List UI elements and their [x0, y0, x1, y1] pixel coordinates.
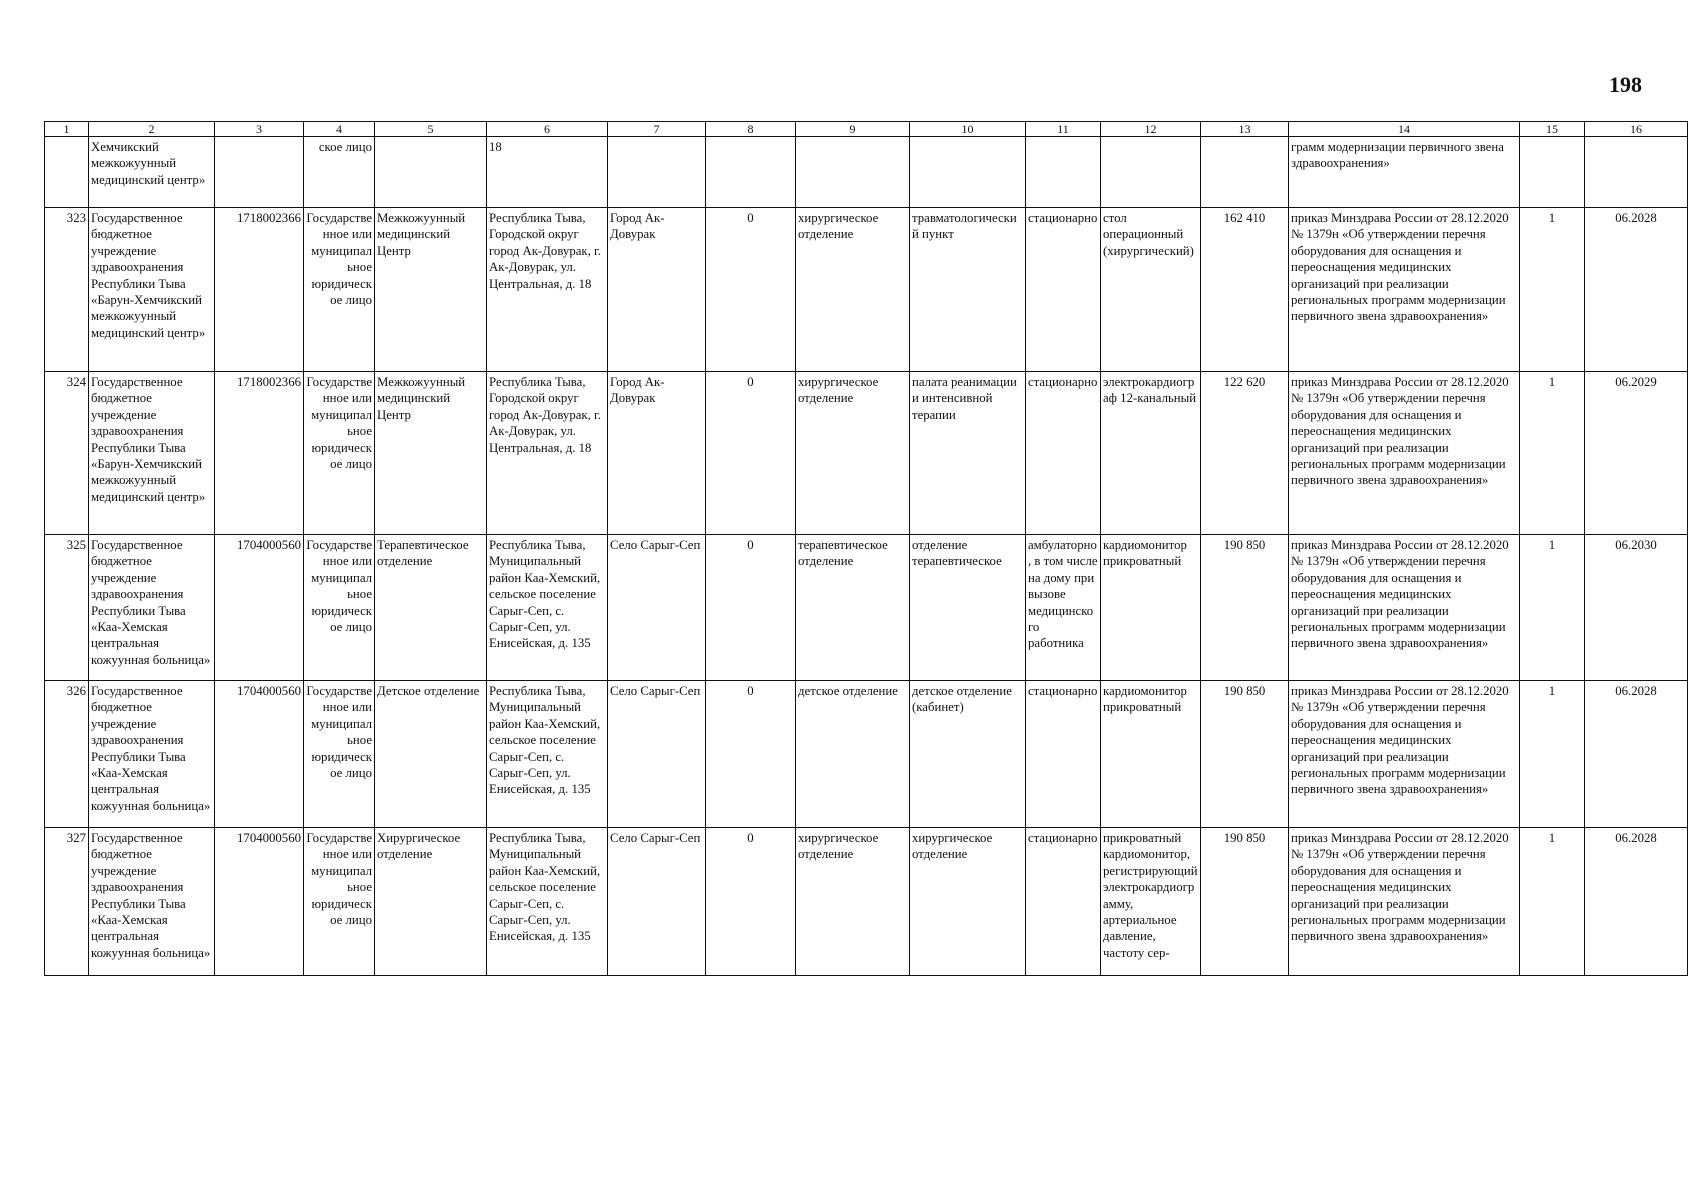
- inn-cell: 1704000560: [215, 681, 304, 828]
- table-row: [45, 828, 1688, 976]
- equipment-cell: кардиомонитор прикроватный: [1101, 535, 1201, 681]
- organization-cell: Государственное бюджетное учреждение здравоохранения Республики Тыва «Каа-Хемская центральная кожуунная больница»: [89, 828, 215, 976]
- table-row: [45, 208, 1688, 372]
- column-number-row: [45, 122, 1688, 137]
- unit-cell: Детское отделение: [375, 681, 487, 828]
- organization-cell: Государственное бюджетное учреждение здравоохранения Республики Тыва «Каа-Хемская центральная кожуунная больница»: [89, 681, 215, 828]
- settlement-cell: [608, 137, 706, 208]
- settlement-cell: Село Сарыг-Сеп: [608, 535, 706, 681]
- organization-cell: Государственное бюджетное учреждение здравоохранения Республики Тыва «Барун-Хемчикский межкожуунный медицинский центр»: [89, 372, 215, 535]
- row-number-cell: 325: [45, 535, 89, 681]
- column-number-cell: 14: [1289, 122, 1520, 137]
- inn-cell: 1718002366: [215, 372, 304, 535]
- inn-cell: [215, 137, 304, 208]
- unit-cell: [375, 137, 487, 208]
- organization-cell: Государственное бюджетное учреждение здравоохранения Республики Тыва «Барун-Хемчикский межкожуунный медицинский центр»: [89, 208, 215, 372]
- column-8-cell: 0: [706, 372, 796, 535]
- table-row: [45, 372, 1688, 535]
- column-number-cell: 10: [910, 122, 1026, 137]
- department-cell: [796, 137, 910, 208]
- subdepartment-cell: травматологический пункт: [910, 208, 1026, 372]
- price-cell: 190 850: [1201, 828, 1289, 976]
- table-row: [45, 681, 1688, 828]
- quantity-cell: 1: [1520, 681, 1585, 828]
- column-number-cell: 3: [215, 122, 304, 137]
- table-body: [45, 122, 1688, 976]
- care-conditions-cell: стационарно: [1026, 681, 1101, 828]
- row-number-cell: 324: [45, 372, 89, 535]
- column-number-cell: 16: [1585, 122, 1688, 137]
- column-number-cell: 13: [1201, 122, 1289, 137]
- legal-type-cell: Государственное или муниципальное юридическое лицо: [304, 681, 375, 828]
- column-8-cell: [706, 137, 796, 208]
- inn-cell: 1704000560: [215, 535, 304, 681]
- settlement-cell: Город Ак-Довурак: [608, 208, 706, 372]
- column-number-cell: 4: [304, 122, 375, 137]
- care-conditions-cell: стационарно: [1026, 372, 1101, 535]
- legal-type-cell: Государственное или муниципальное юридическое лицо: [304, 208, 375, 372]
- column-number-cell: 5: [375, 122, 487, 137]
- legal-type-cell: Государственное или муниципальное юридическое лицо: [304, 828, 375, 976]
- column-number-cell: 6: [487, 122, 608, 137]
- quantity-cell: 1: [1520, 828, 1585, 976]
- date-cell: 06.2028: [1585, 828, 1688, 976]
- department-cell: хирургическое отделение: [796, 372, 910, 535]
- equipment-cell: прикроватный кардиомонитор, регистрирующий электрокардиограмму, артериальное давление, частоту сер-: [1101, 828, 1201, 976]
- date-cell: 06.2030: [1585, 535, 1688, 681]
- care-conditions-cell: стационарно: [1026, 208, 1101, 372]
- subdepartment-cell: [910, 137, 1026, 208]
- column-number-cell: 8: [706, 122, 796, 137]
- equipment-table: [44, 121, 1688, 976]
- equipment-cell: кардиомонитор прикроватный: [1101, 681, 1201, 828]
- date-cell: 06.2028: [1585, 208, 1688, 372]
- care-conditions-cell: амбулаторно, в том числе на дому при вызове медицинского работника: [1026, 535, 1101, 681]
- unit-cell: Хирургическое отделение: [375, 828, 487, 976]
- unit-cell: Межкожуунный медицинский Центр: [375, 372, 487, 535]
- department-cell: хирургическое отделение: [796, 208, 910, 372]
- department-cell: терапевтическое отделение: [796, 535, 910, 681]
- column-8-cell: 0: [706, 681, 796, 828]
- order-cell: грамм модернизации первичного звена здравоохранения»: [1289, 137, 1520, 208]
- quantity-cell: 1: [1520, 535, 1585, 681]
- price-cell: [1201, 137, 1289, 208]
- quantity-cell: 1: [1520, 372, 1585, 535]
- settlement-cell: Город Ак-Довурак: [608, 372, 706, 535]
- equipment-cell: стол операционный (хирургический): [1101, 208, 1201, 372]
- column-number-cell: 7: [608, 122, 706, 137]
- equipment-cell: [1101, 137, 1201, 208]
- price-cell: 190 850: [1201, 681, 1289, 828]
- subdepartment-cell: детское отделение (кабинет): [910, 681, 1026, 828]
- legal-type-cell: Государственное или муниципальное юридическое лицо: [304, 535, 375, 681]
- department-cell: хирургическое отделение: [796, 828, 910, 976]
- settlement-cell: Село Сарыг-Сеп: [608, 828, 706, 976]
- column-number-cell: 9: [796, 122, 910, 137]
- inn-cell: 1704000560: [215, 828, 304, 976]
- quantity-cell: [1520, 137, 1585, 208]
- date-cell: 06.2029: [1585, 372, 1688, 535]
- price-cell: 190 850: [1201, 535, 1289, 681]
- column-number-cell: 12: [1101, 122, 1201, 137]
- column-number-cell: 11: [1026, 122, 1101, 137]
- order-cell: приказ Минздрава России от 28.12.2020 № 1379н «Об утверждении перечня оборудования для оснащения и переоснащения медицинских организаций при реализации региональных программ модернизации первичного звена здравоохранения»: [1289, 535, 1520, 681]
- column-number-cell: 2: [89, 122, 215, 137]
- care-conditions-cell: [1026, 137, 1101, 208]
- date-cell: 06.2028: [1585, 681, 1688, 828]
- care-conditions-cell: стационарно: [1026, 828, 1101, 976]
- address-cell: Республика Тыва, Городской округ город Ак-Довурак, г. Ак-Довурак, ул. Центральная, д. 18: [487, 208, 608, 372]
- department-cell: детское отделение: [796, 681, 910, 828]
- row-number-cell: [45, 137, 89, 208]
- row-number-cell: 327: [45, 828, 89, 976]
- legal-type-cell: Государственное или муниципальное юридическое лицо: [304, 372, 375, 535]
- subdepartment-cell: хирургическое отделение: [910, 828, 1026, 976]
- equipment-cell: электрокардиограф 12-канальный: [1101, 372, 1201, 535]
- price-cell: 162 410: [1201, 208, 1289, 372]
- address-cell: Республика Тыва, Муниципальный район Каа-Хемский, сельское поселение Сарыг-Сеп, с. Сарыг-Сеп, ул. Енисейская, д. 135: [487, 535, 608, 681]
- organization-cell: Хемчикский межкожуунный медицинский центр»: [89, 137, 215, 208]
- table-row: [45, 535, 1688, 681]
- order-cell: приказ Минздрава России от 28.12.2020 № 1379н «Об утверждении перечня оборудования для оснащения и переоснащения медицинских организаций при реализации региональных программ модернизации первичного звена здравоохранения»: [1289, 208, 1520, 372]
- order-cell: приказ Минздрава России от 28.12.2020 № 1379н «Об утверждении перечня оборудования для оснащения и переоснащения медицинских организаций при реализации региональных программ модернизации первичного звена здравоохранения»: [1289, 828, 1520, 976]
- address-cell: Республика Тыва, Городской округ город Ак-Довурак, г. Ак-Довурак, ул. Центральная, д. 18: [487, 372, 608, 535]
- date-cell: [1585, 137, 1688, 208]
- price-cell: 122 620: [1201, 372, 1289, 535]
- settlement-cell: Село Сарыг-Сеп: [608, 681, 706, 828]
- column-number-cell: 15: [1520, 122, 1585, 137]
- table-row: [45, 137, 1688, 208]
- column-8-cell: 0: [706, 208, 796, 372]
- order-cell: приказ Минздрава России от 28.12.2020 № 1379н «Об утверждении перечня оборудования для оснащения и переоснащения медицинских организаций при реализации региональных программ модернизации первичного звена здравоохранения»: [1289, 681, 1520, 828]
- row-number-cell: 323: [45, 208, 89, 372]
- legal-type-cell: ское лицо: [304, 137, 375, 208]
- row-number-cell: 326: [45, 681, 89, 828]
- column-8-cell: 0: [706, 535, 796, 681]
- inn-cell: 1718002366: [215, 208, 304, 372]
- order-cell: приказ Минздрава России от 28.12.2020 № 1379н «Об утверждении перечня оборудования для оснащения и переоснащения медицинских организаций при реализации региональных программ модернизации первичного звена здравоохранения»: [1289, 372, 1520, 535]
- address-cell: Республика Тыва, Муниципальный район Каа-Хемский, сельское поселение Сарыг-Сеп, с. Сарыг-Сеп, ул. Енисейская, д. 135: [487, 828, 608, 976]
- address-cell: 18: [487, 137, 608, 208]
- quantity-cell: 1: [1520, 208, 1585, 372]
- unit-cell: Терапевтическое отделение: [375, 535, 487, 681]
- page-number: 198: [1609, 72, 1642, 97]
- subdepartment-cell: отделение терапевтическое: [910, 535, 1026, 681]
- column-8-cell: 0: [706, 828, 796, 976]
- column-number-cell: 1: [45, 122, 89, 137]
- unit-cell: Межкожуунный медицинский Центр: [375, 208, 487, 372]
- address-cell: Республика Тыва, Муниципальный район Каа-Хемский, сельское поселение Сарыг-Сеп, с. Сарыг-Сеп, ул. Енисейская, д. 135: [487, 681, 608, 828]
- organization-cell: Государственное бюджетное учреждение здравоохранения Республики Тыва «Каа-Хемская центральная кожуунная больница»: [89, 535, 215, 681]
- subdepartment-cell: палата реанимации и интенсивной терапии: [910, 372, 1026, 535]
